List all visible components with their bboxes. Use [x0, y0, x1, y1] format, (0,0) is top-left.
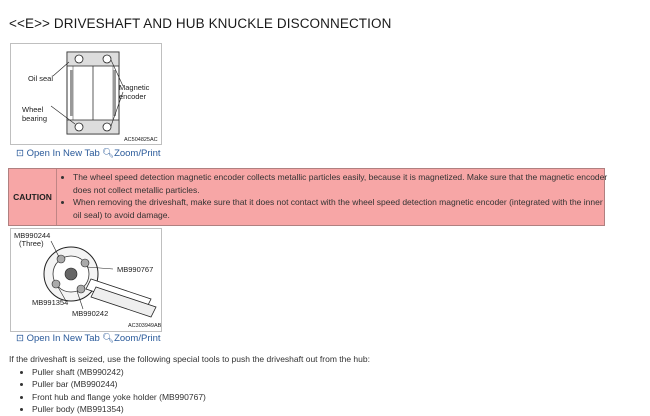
caution-item: • When removing the driveshaft, make sure that it does not contact with the wheel speed detection magnetic encoder (integrated with the inner oil seal) to avoid damage.	[73, 196, 609, 221]
label-three: (Three)	[19, 239, 44, 248]
search-icon: 🔍︎	[102, 148, 115, 159]
bearing-illustration	[11, 44, 161, 144]
label-mb990767: MB990767	[117, 265, 154, 274]
tools-illustration	[11, 229, 161, 331]
caution-item: • The wheel speed detection magnetic encoder collects metallic particles easily, because it is magnetized. Make sure that the magnetic encoder does not collect metallic particles.	[73, 171, 609, 196]
zoom-print-label: Zoom/Print	[114, 148, 161, 159]
list-item: • Puller body (MB991354)	[32, 403, 206, 415]
label-oil-seal: Oil seal	[28, 74, 54, 83]
open-new-tab-label: Open In New Tab	[26, 148, 100, 159]
page-title: <<E>> DRIVESHAFT AND HUB KNUCKLE DISCONNECTION	[9, 16, 392, 31]
label-mb991354: MB991354	[32, 298, 69, 307]
new-tab-icon: ⊡	[16, 333, 24, 344]
instructions-text: If the driveshaft is seized, use the following special tools to push the driveshaft out from the hub:	[9, 354, 370, 364]
figure1-actions	[10, 146, 162, 162]
search-icon: 🔍︎	[102, 333, 115, 344]
label-mb990244: MB990244	[14, 231, 51, 240]
zoom-print-link[interactable]	[102, 333, 161, 344]
tools-list	[22, 366, 206, 415]
zoom-print-link[interactable]	[102, 148, 161, 159]
figure-bearing	[10, 43, 162, 145]
open-new-tab-link[interactable]	[16, 333, 100, 344]
list-item: • Puller bar (MB990244)	[32, 378, 206, 390]
figure-code: AC504825AC	[124, 137, 158, 143]
label-encoder: encoder	[119, 92, 147, 101]
figure2-actions	[10, 331, 162, 347]
figure-tools	[10, 228, 162, 332]
label-magnetic: Magnetic	[119, 83, 150, 92]
list-item: • Front hub and flange yoke holder (MB990767)	[32, 391, 206, 403]
figure-code: AC303949AB	[128, 323, 162, 329]
caution-list	[63, 171, 609, 221]
open-new-tab-link[interactable]	[16, 148, 100, 159]
new-tab-icon: ⊡	[16, 148, 24, 159]
label-wheel: Wheel	[22, 105, 44, 114]
label-bearing: bearing	[22, 114, 48, 123]
list-item: • Puller shaft (MB990242)	[32, 366, 206, 378]
open-new-tab-label: Open In New Tab	[26, 333, 100, 344]
caution-box	[8, 168, 608, 226]
caution-label: CAUTION	[9, 169, 57, 225]
zoom-print-label: Zoom/Print	[114, 333, 161, 344]
label-mb990242: MB990242	[72, 309, 109, 318]
